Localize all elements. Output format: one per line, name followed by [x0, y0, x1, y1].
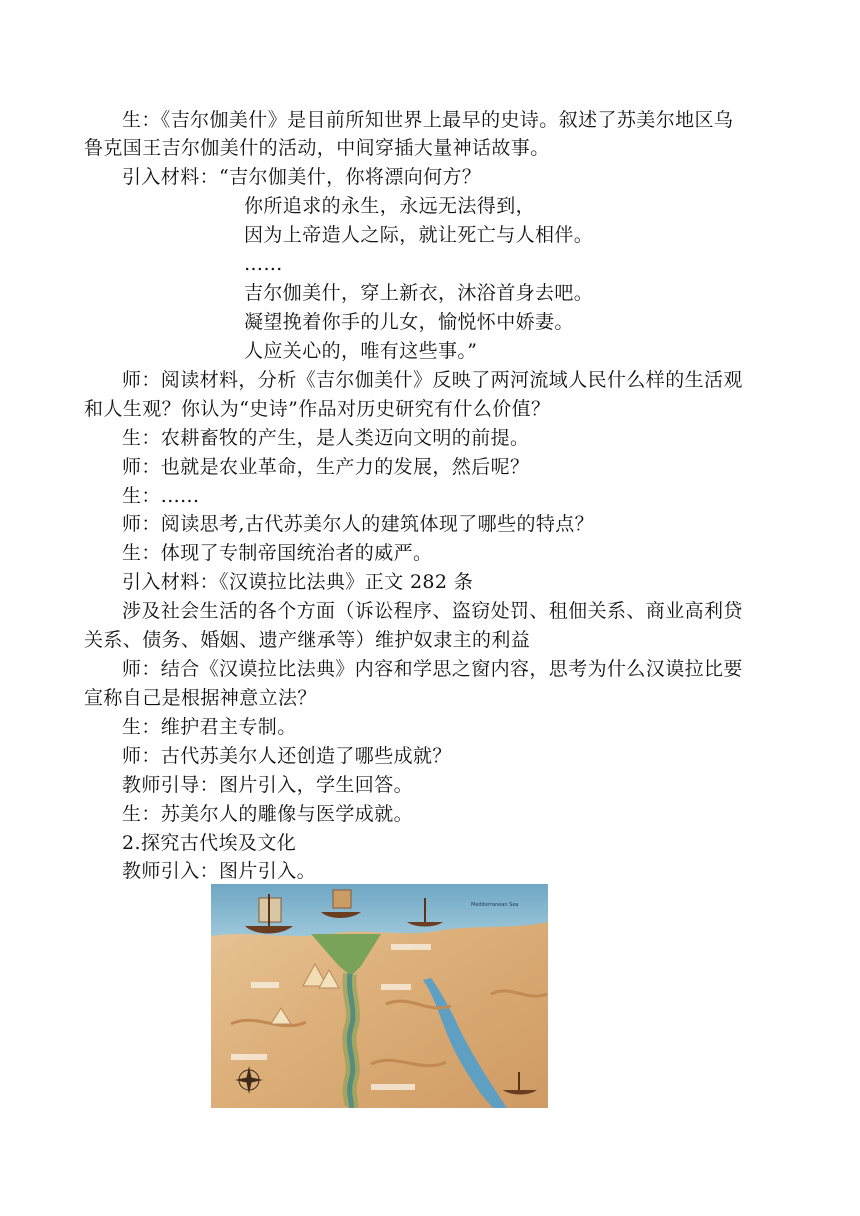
text-line: 师：阅读思考,古代苏美尔人的建筑体现了哪些的特点？: [122, 513, 595, 535]
poem-line: ……: [244, 253, 283, 275]
text-line: 师：阅读材料，分析《吉尔伽美什》反映了两河流域人民什么样的生活观: [122, 369, 743, 391]
text-line: 关系、债务、婚姻、遗产继承等）维护奴隶主的利益: [84, 629, 531, 651]
poem-line: 因为上帝造人之际，就让死亡与人相伴。: [244, 224, 594, 246]
text-line: 生：《吉尔伽美什》是目前所知世界上最早的史诗。叙述了苏美尔地区乌: [122, 109, 734, 131]
text-line: 和人生观？你认为“史诗”作品对历史研究有什么价值？: [84, 398, 551, 420]
section-heading: 2.探究古代埃及文化: [122, 832, 297, 854]
text-line: 引入材料：“吉尔伽美什，你将漂向何方？: [122, 166, 482, 188]
ancient-egypt-map-image: [211, 884, 548, 1108]
text-line: 宣称自己是根据神意立法？: [84, 687, 317, 709]
poem-line: 人应关心的，唯有这些事。”: [244, 340, 478, 362]
poem-line: 吉尔伽美什，穿上新衣，沐浴首身去吧。: [244, 282, 594, 304]
text-line: 生：维护君主专制。: [122, 716, 297, 738]
text-line: 生：苏美尔人的雕像与医学成就。: [122, 803, 414, 825]
map-label: Mediterranean Sea: [471, 902, 519, 908]
poem-line: 凝望挽着你手的儿女，愉悦怀中娇妻。: [244, 311, 574, 333]
poem-line: 你所追求的永生，永远无法得到，: [244, 195, 536, 217]
text-line: 教师引导：图片引入，学生回答。: [122, 774, 414, 796]
text-line: 生：体现了专制帝国统治者的威严。: [122, 542, 433, 564]
text-line: 师：古代苏美尔人还创造了哪些成就？: [122, 745, 452, 767]
text-line: 师：结合《汉谟拉比法典》内容和学思之窗内容，思考为什么汉谟拉比要: [122, 658, 743, 680]
text-line: 师：也就是农业革命，生产力的发展，然后呢？: [122, 456, 530, 478]
text-line: 教师引入：图片引入。: [122, 860, 317, 882]
text-line: 鲁克国王吉尔伽美什的活动，中间穿插大量神话故事。: [84, 137, 550, 159]
text-line: 生：......: [122, 485, 200, 507]
text-line: 引入材料：《汉谟拉比法典》正文 282 条: [122, 571, 474, 593]
text-line: 生：农耕畜牧的产生，是人类迈向文明的前提。: [122, 427, 530, 449]
text-line: 涉及社会生活的各个方面（诉讼程序、盗窃处罚、租佃关系、商业高利贷: [122, 600, 743, 622]
